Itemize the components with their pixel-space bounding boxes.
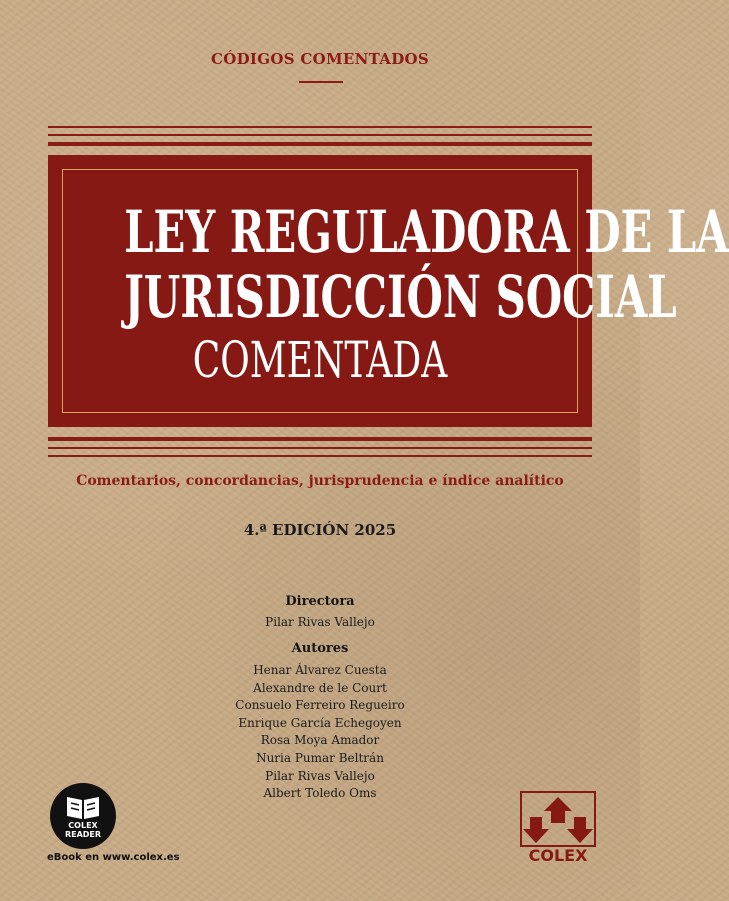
title-line-3: COMENTADA: [192, 331, 448, 389]
top-rule-1: [48, 126, 592, 128]
author-name: Henar Álvarez Cuesta: [253, 663, 387, 677]
ebook-link[interactable]: eBook en www.colex.es: [47, 852, 180, 863]
top-rule-2: [48, 134, 592, 136]
title-line-1: LEY REGULADORA DE LA: [124, 198, 729, 266]
authors-role: Autores: [291, 641, 349, 656]
reader-label: [50, 821, 116, 839]
title-box: [48, 155, 729, 427]
subtitle: Comentarios, concordancias, jurisprudencia e índice analítico: [76, 473, 564, 489]
bottom-rule-3: [48, 455, 592, 457]
authors-list: [0, 662, 640, 803]
open-book-icon: [50, 783, 116, 823]
top-rule-3: [48, 142, 592, 146]
reader-line-2: READER: [64, 830, 102, 839]
author-name: Nuria Pumar Beltrán: [256, 750, 384, 765]
bottom-rule-1: [48, 437, 592, 441]
series-label: CÓDIGOS COMENTADOS: [211, 50, 429, 68]
bottom-rule-2: [48, 447, 592, 449]
publisher-name: COLEX: [528, 846, 588, 865]
author-name: Consuelo Ferreiro Regueiro: [235, 698, 405, 713]
colex-reader-badge: [50, 783, 116, 849]
colex-logo: [520, 791, 596, 863]
director-role: Directora: [285, 594, 355, 609]
author-name: Enrique García Echegoyen: [238, 715, 402, 730]
author-name: Rosa Moya Amador: [260, 733, 380, 748]
title-line-2: JURISDICCIÓN SOCIAL: [124, 263, 677, 331]
author-name: Alexandre de le Court: [253, 680, 387, 695]
reader-line-1: COLEX: [68, 821, 98, 830]
series-underline: [299, 81, 343, 83]
edition: 4.ª EDICIÓN 2025: [243, 521, 397, 539]
author-name: Pilar Rivas Vallejo: [265, 768, 375, 783]
author-name: Albert Toledo Oms: [263, 786, 377, 801]
director-name: Pilar Rivas Vallejo: [265, 615, 375, 629]
